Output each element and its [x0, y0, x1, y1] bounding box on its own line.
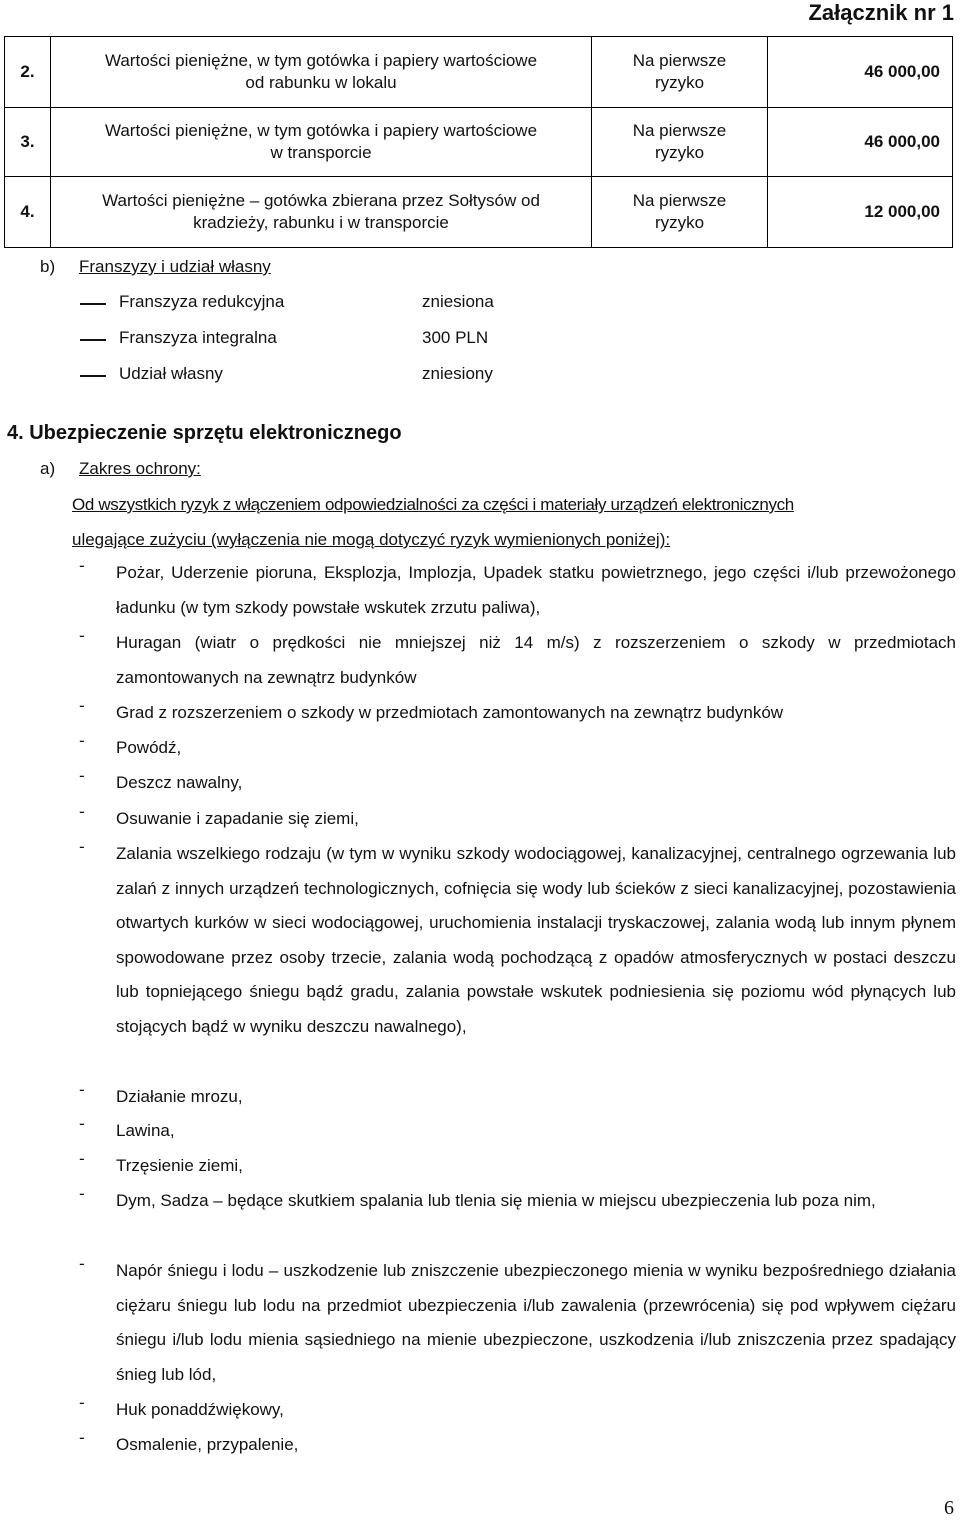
intro-line: Od wszystkich ryzyk z włączeniem odpowiedzialności za części i materiały urządzeń elektronicznych — [72, 495, 794, 514]
row-amount: 46 000,00 — [768, 37, 953, 108]
franchise-label: Franszyza redukcyjna — [119, 292, 285, 311]
row-scope — [592, 108, 768, 177]
list-item: Deszcz nawalny, — [116, 773, 243, 792]
list-item: Działanie mrozu, — [116, 1087, 243, 1106]
list-dash: - — [79, 626, 85, 645]
row-scope-line: Na pierwsze — [632, 51, 727, 70]
row-number: 2. — [5, 37, 51, 108]
row-scope-line: ryzyko — [654, 213, 705, 232]
list-item: Pożar, Uderzenie pioruna, Eksplozja, Implozja, Upadek statku powietrznego, jego części i/lub przewożonego ładunku (w tym szkody powstałe wskutek zrzutu paliwa), — [116, 563, 956, 617]
row-number: 3. — [5, 108, 51, 177]
insurance-table — [4, 36, 953, 248]
row-description-line: kradzieży, rabunku i w transporcie — [193, 213, 449, 232]
list-dash: - — [79, 1149, 85, 1168]
row-scope-line: ryzyko — [654, 73, 705, 92]
list-dash: - — [79, 696, 85, 715]
dash-line — [80, 375, 106, 377]
scope-heading: Zakres ochrony: — [79, 459, 201, 478]
row-amount: 12 000,00 — [768, 177, 953, 248]
row-scope-line: Na pierwsze — [632, 121, 727, 140]
list-dash: - — [79, 556, 85, 575]
franchise-label: Franszyza integralna — [119, 328, 277, 347]
franchise-value: zniesiona — [422, 292, 494, 311]
list-dash: - — [79, 802, 85, 821]
list-item: Grad z rozszerzeniem o szkody w przedmiotach zamontowanych na zewnątrz budynków — [116, 703, 784, 722]
list-dash: - — [79, 837, 85, 856]
list-item: Osuwanie i zapadanie się ziemi, — [116, 809, 359, 828]
row-description — [51, 37, 592, 108]
list-item: Trzęsienie ziemi, — [116, 1156, 243, 1175]
row-description — [51, 177, 592, 248]
franchise-label: Udział własny — [119, 364, 223, 383]
list-item: Osmalenie, przypalenie, — [116, 1435, 299, 1454]
row-scope-line: Na pierwsze — [632, 191, 727, 210]
list-item: Powódź, — [116, 738, 182, 757]
list-dash: - — [79, 731, 85, 750]
list-dash: - — [79, 1080, 85, 1099]
intro-line: ulegające zużyciu (wyłączenia nie mogą dotyczyć ryzyk wymienionych poniżej): — [72, 530, 671, 549]
list-item: Napór śniegu i lodu – uszkodzenie lub zniszczenie ubezpieczonego mienia w wyniku bezpośredniego działania ciężaru śniegu lub lodu na przedmiot ubezpieczenia i/lub zawalenia (przewrócenia) się pod wpływem ciężaru śniegu i/lub lodu mienia sąsiedniego na mienie ubezpieczone, uszkodzenia i/lub zniszczenia przez spadający śnieg lub lód, — [116, 1261, 956, 1384]
list-dash: - — [79, 1114, 85, 1133]
row-description — [51, 108, 592, 177]
row-description-line: w transporcie — [270, 143, 372, 162]
row-description-line: Wartości pieniężne, w tym gotówka i papiery wartościowe — [104, 121, 538, 140]
franchise-value: 300 PLN — [422, 328, 489, 347]
dash-line — [80, 339, 106, 341]
dash-line — [80, 303, 106, 305]
table-row — [5, 108, 953, 177]
list-dash: - — [79, 1428, 85, 1447]
list-dash: - — [79, 1254, 85, 1273]
list-dash: - — [79, 1184, 85, 1203]
row-scope — [592, 37, 768, 108]
franchise-heading: Franszyzy i udział własny — [79, 257, 271, 276]
attachment-label: Załącznik nr 1 — [808, 0, 954, 25]
list-item: Huk ponaddźwiękowy, — [116, 1400, 284, 1419]
franchise-value: zniesiony — [422, 364, 493, 383]
page-number: 6 — [944, 1497, 954, 1519]
list-item: Dym, Sadza – będące skutkiem spalania lub tlenia się mienia w miejscu ubezpieczenia lub poza nim, — [116, 1191, 876, 1210]
list-item: Zalania wszelkiego rodzaju (w tym w wyniku szkody wodociągowej, kanalizacyjnej, centralnego ogrzewania lub zalań z innych urządzeń technologicznych, cofnięcia się wody lub ścieków z sieci kanalizacyjnej, pozostawienia otwartych kurków w sieci wodociągowej, uruchomienia instalacji tryskaczowej, zalania wodą lub innym płynem spowodowane przez osoby trzecie, zalania wodą pochodzącą z opadów atmosferycznych w postaci deszczu lub topniejącego śniegu bądź gradu, zalania powstałe wskutek podniesienia się poziomu wód płynących lub stojących bądź w wyniku deszczu nawalnego), — [116, 844, 956, 1036]
scope-marker: a) — [40, 459, 56, 478]
list-item: Lawina, — [116, 1121, 175, 1140]
row-description-line: od rabunku w lokalu — [245, 73, 397, 92]
row-description-line: Wartości pieniężne – gotówka zbierana przez Sołtysów od — [102, 191, 540, 210]
list-dash: - — [79, 1393, 85, 1412]
row-amount: 46 000,00 — [768, 108, 953, 177]
row-scope — [592, 177, 768, 248]
row-scope-line: ryzyko — [654, 143, 705, 162]
list-dash: - — [79, 766, 85, 785]
table-row — [5, 37, 953, 108]
list-item: Huragan (wiatr o prędkości nie mniejszej niż 14 m/s) z rozszerzeniem o szkody w przedmiotach zamontowanych na zewnątrz budynków — [116, 633, 956, 687]
row-description-line: Wartości pieniężne, w tym gotówka i papiery wartościowe — [104, 51, 538, 70]
row-number: 4. — [5, 177, 51, 248]
table-row — [5, 177, 953, 248]
section-title: 4. Ubezpieczenie sprzętu elektronicznego — [7, 422, 402, 444]
franchise-marker: b) — [40, 257, 56, 276]
